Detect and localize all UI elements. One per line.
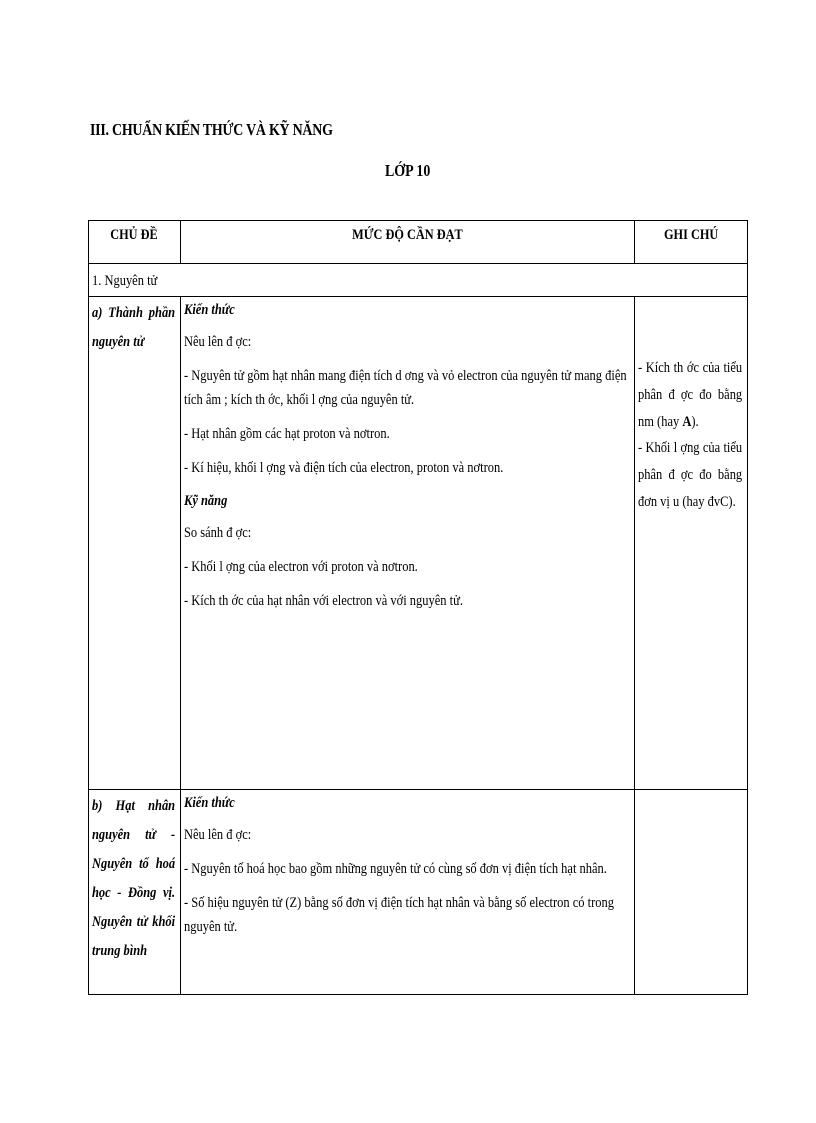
standards-table (88, 220, 748, 995)
knowledge-item: - Kí hiệu, khối l ợng và điện tích của electron, proton và nơtron. (183, 459, 504, 476)
grade-title (0, 161, 816, 181)
topic-text: a) Thành phần nguyên tử (92, 304, 176, 350)
knowledge-item: - Hạt nhân gồm các hạt proton và nơtron. (183, 425, 390, 442)
section-cell (89, 264, 748, 297)
note-cell (634, 296, 747, 789)
skill-label: Kỹ năng (183, 493, 228, 510)
level-cell (180, 296, 634, 789)
skill-item: - Kích th ớc của hạt nhân với electron và với nguyên tử. (183, 593, 463, 610)
note-size: - Kích th ớc của tiểu phân đ ợc đo bằng nm (hay (637, 359, 742, 430)
note-mass: - Khối l ợng của tiểu phân đ ợc đo bằng đơn vị u (hay đvC). (637, 440, 742, 510)
section-title: 1. Nguyên tử (92, 273, 158, 289)
section-heading: III. CHUẨN KIẾN THỨC VÀ KỸ NĂNG (90, 120, 333, 139)
section-row (89, 264, 748, 297)
skill-item: - Khối l ợng của electron với proton và nơtron. (183, 559, 418, 576)
table-row (89, 296, 748, 789)
level-cell (180, 789, 634, 994)
header-topic: CHỦ ĐỀ (89, 221, 181, 264)
knowledge-intro: Nêu lên đ ợc: (183, 333, 251, 350)
header-note: GHI CHÚ (634, 221, 747, 264)
knowledge-label: Kiến thức (183, 794, 235, 811)
grade-title-text: LỚP 10 (385, 161, 431, 180)
topic-cell (89, 296, 181, 789)
note-size-end: ). (691, 413, 699, 430)
knowledge-item: - Nguyên tử gồm hạt nhân mang điện tích d ơng và vỏ electron của nguyên tử mang điện tích âm ; kích th ớc, khối l ợng của nguyên tử. (183, 367, 627, 408)
note-cell-empty (634, 789, 747, 994)
header-level: MỨC ĐỘ CẦN ĐẠT (180, 221, 634, 264)
angstrom-symbol: A (682, 413, 692, 430)
table-row (89, 789, 748, 994)
topic-text: b) Hạt nhân nguyên tử - Nguyên tố hoá học - Đồng vị. Nguyên tử khối trung bình (92, 797, 176, 959)
skill-intro: So sánh đ ợc: (183, 525, 252, 542)
topic-cell (89, 789, 181, 994)
knowledge-label: Kiến thức (183, 301, 235, 318)
knowledge-item: - Số hiệu nguyên tử (Z) bằng số đơn vị điện tích hạt nhân và bằng số electron có trong nguyên tử. (183, 894, 614, 935)
knowledge-item: - Nguyên tố hoá học bao gồm những nguyên tử có cùng số đơn vị điện tích hạt nhân. (183, 860, 607, 877)
knowledge-intro: Nêu lên đ ợc: (183, 826, 251, 843)
table-header-row (89, 221, 748, 264)
